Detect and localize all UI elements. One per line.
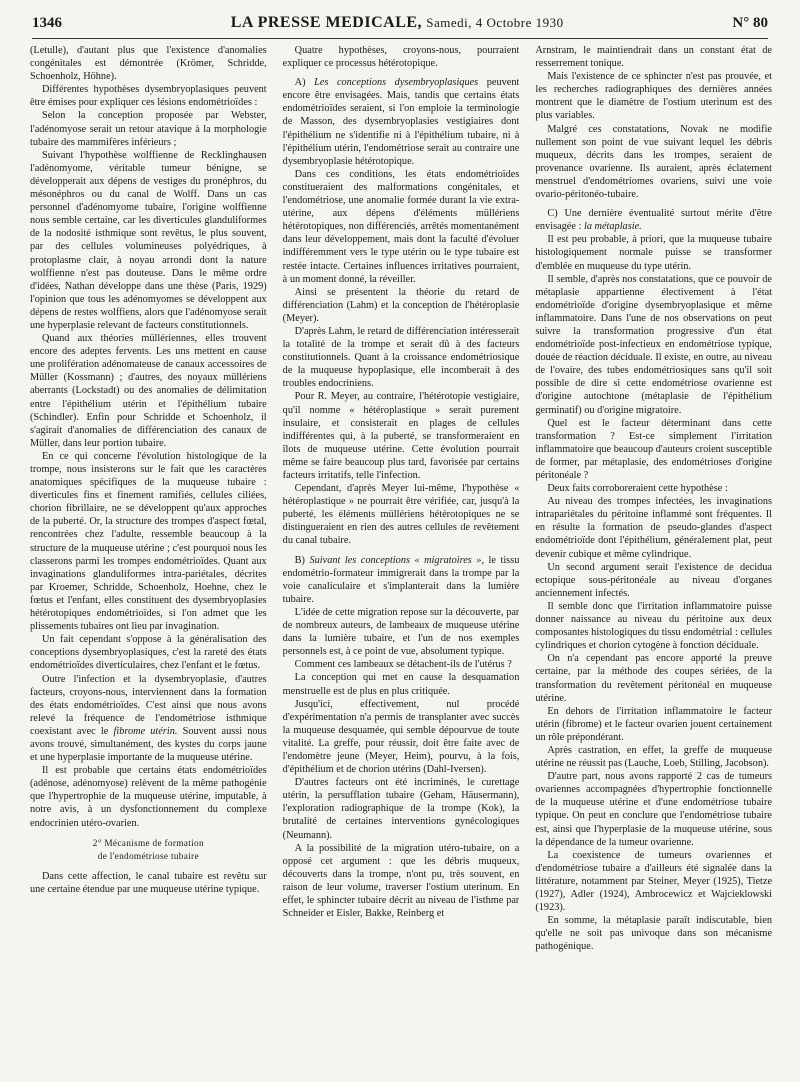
paragraph: [283, 554, 520, 606]
paragraph-text: peuvent encore être envisagées. Mais, tandis que certains états endométrioïdes seraient, si l'on emploie la terminologie de Masson, des dysembryoplasies vestigiaires dont l'épithélium ne s'identifie ni à l'épithélium tubaire, ni à l'épithélium utérin, l'endométriose serait au contraire une dysembryoplasie hétérotopique.: [282, 77, 520, 167]
paragraph: Pour R. Meyer, au contraire, l'hétérotopie vestigiaire, qu'il nomme « hétéroplastique » serait purement insulaire, et consisterait en plages de cellules indifférentes qui, à la puberté, se transformeraient en îlots de muqueuse utérine. Cette évolution pourrait même se faire beaucoup plus tard, favorisée par certains facteurs irritatifs, telle l'infection.: [282, 391, 520, 481]
paragraph-text: Outre l'infection et la dysembryoplasie, d'autres facteurs, croyons-nous, interviennent dans la formation des états endométrioïdes. C'est ainsi que nous avons relevé la fréquence de l'endométriose isthmique coexistant avec le: [30, 673, 267, 737]
paragraph: Différentes hypothèses dysembryoplasiques peuvent être émises pour expliquer ces lésions endométrioïdes :: [30, 84, 267, 109]
emphasis-text: fibrome utérin.: [113, 725, 178, 737]
paragraph: Il semble, d'après nos constatations, que ce pouvoir de métaplasie appartienne électivement à l'état endométrioïde d'origine dysembryoplasique et même inflammatoire. Dans l'une de nos observations on peut suivre la transformation progressive d'un état endométrioïde post-infectieux en endométriose typique, douée de réaction déciduale. Il existe, en outre, au niveau de l'ovaire, des tubes endométriosiques sans qu'il soit possible de dire si cette endométriose ovarienne est d'origine autochtone (métaplasie de l'épithélium germinatif) ou d'origine migratoire.: [535, 273, 773, 416]
paragraph: Arnstram, le maintiendrait dans un constant état de resserrement tonique.: [535, 45, 773, 70]
paragraph: Quand aux théories müllériennes, elles trouvent encore des adeptes fervents. Les uns mettent en cause une prolifération adénomateuse de canaux accessoires de Müller (Kossmann) ; d'autres, des noyaux müllériens aberrants (Lockstadt) ou des anomalies de délimitation entre l'épithélium utérin et l'épithélium tubaire (Schindler). Enfin pour Schridde et Schoenholz, il s'agirait d'anomalies de différenciation des canaux de Müller, dans leur portion tubaire.: [30, 333, 267, 449]
column-2: [283, 44, 520, 1064]
issue-date: Samedi, 4 Octobre 1930: [426, 15, 564, 30]
paragraph: Un fait cependant s'oppose à la généralisation des conceptions dysembryoplasiques, c'est la rareté des états endométrioïdes diverticulaires, chez l'enfant et le fœtus.: [30, 634, 267, 672]
paragraph-text: le tissu endométrio-formateur immigrerait dans la trompe par la voie canaliculaire et s'implanterait dans la lumière tubaire.: [282, 554, 520, 605]
paragraph-text: Souvent aussi nous avons trouvé, simultanément, des kystes du corps jaune et une hyperplasie importante de la muqueuse utérine.: [30, 725, 267, 764]
paragraph: Ainsi se présentent la théorie du retard de différenciation (Lahm) et la conception de l'hétéroplasie (Meyer).: [282, 286, 520, 324]
section-heading-line-1: 2° Mécanisme de formation: [92, 838, 204, 849]
paragraph: [283, 76, 520, 168]
paragraph: Il est probable que certains états endométrioïdes (adénose, adénomyose) relèvent de la même pathogénie que l'hypertrophie de la muqueuse utérine, imputable, à notre avis, à un dysfonctionnement du complexe endocrinien utéro-ovarien.: [30, 765, 267, 829]
column-1: [30, 44, 267, 1064]
article-columns: [30, 44, 772, 1064]
paragraph: Selon la conception proposée par Webster, l'adénomyose serait un retour atavique à la morphologie tubaire des mammifères inférieurs ;: [30, 110, 267, 148]
section-heading: [30, 838, 267, 864]
paragraph: Quel est le facteur déterminant dans cette transformation ? Est-ce simplement l'irritation inflammatoire que beaucoup d'auteurs croient susceptible de former, par métaplasie, des endométrioses d'origine péritonéale ?: [535, 417, 773, 481]
paragraph: En ce qui concerne l'évolution histologique de la trompe, nous insisterons sur le fait que les caractères anatomiques spécifiques de la muqueuse tubaire : diverticules fins et finement ramifiés, cellules ciliées, chorion fibrillaire, ne se développent qu'aux approches de la puberté. Or, la structure des trompes d'aspect fœtal, rencontrées chez l'adulte, ressemble beaucoup à la structure de la muqueuse utérine ; c'est pourquoi nous les classerons parmi les trompes endométrioïdes. Quant aux invaginations glanduliformes intra-pariétales, décrites par Kroemer, Schridde, Schoenholz, Hoehne, chez le fœtus et l'enfant, elles constituent des dysembryoplasies hétérotopiques endométrioïdes, si l'on admet que les plissements tubaires ont lieu par invagination.: [30, 450, 267, 633]
paragraph: D'autres facteurs ont été incriminés, le curettage utérin, la persufflation tubaire (Geham, Häusermann), l'exploration radiographique de la trompe (Kok), la brutalité de certaines interventions gynécologiques (Neumann).: [282, 777, 520, 841]
paragraph: Deux faits corroboreraient cette hypothèse :: [547, 483, 728, 495]
paragraph: (Letulle), d'autant plus que l'existence d'anomalies congénitales est démontrée (Krömer, Schridde, Schoenholz, Höhne).: [30, 45, 267, 83]
page-number: 1346: [32, 15, 62, 31]
emphasis-text: Suivant les conceptions « migratoires »,: [309, 554, 485, 566]
paragraph: La coexistence de tumeurs ovariennes et d'endométriose tubaire a d'ailleurs été signalée dans la littérature, notamment par Steiner, Meyer (1925), Tietze (1927), Adler (1924), Ambrocewicz et Wajcieklowski (1923).: [535, 849, 773, 914]
paragraph: On n'a cependant pas encore apporté la preuve certaine, par la méthode des coupes sériées, de la transformation du revêtement péritonéal en muqueuse utérine.: [535, 653, 773, 704]
paragraph: Malgré ces constatations, Novak ne modifie nullement son point de vue suivant lequel les débris muqueux, décrits dans les trompes, seraient de provenance ovarienne. Ils auraient, après éclatement menstruel d'endométriomes ovariens, suivi une voie ovario-péritonéo-tubaire.: [535, 123, 773, 201]
column-3: [535, 44, 772, 1064]
paragraph: Après castration, en effet, la greffe de muqueuse utérine ne réussit pas (Lauche, Loeb, Stilling, Jacobson).: [535, 744, 773, 770]
list-label: A): [294, 77, 306, 89]
paragraph: Cependant, d'après Meyer lui-même, l'hypothèse « hétéroplastique » ne pourrait être vérifiée, car, jusqu'à la puberté, les éléments müllériens hétérotopiques ne se distingueraient en rien des autres cellules de revêtement du canal tubaire.: [282, 483, 520, 547]
journal-masthead: [231, 14, 564, 32]
paragraph: Dans cette affection, le canal tubaire est revêtu sur une certaine étendue par une muqueuse utérine typique.: [30, 870, 267, 895]
paragraph: Il semble donc que l'irritation inflammatoire puisse donner naissance au niveau du péritoine aux deux composantes histologiques du tissu endométrial : cellules cylindriques et chorion cytogène à fonction déciduale.: [535, 600, 773, 652]
paragraph: Mais l'existence de ce sphincter n'est pas prouvée, et les recherches radiographiques des dernières années montrent que le diamètre de l'ostium uterinum est des plus variables.: [535, 71, 773, 122]
paragraph: Suivant l'hypothèse wolffienne de Recklinghausen l'adénomyome, véritable tumeur bénigne, se développerait aux dépens de vestiges du pronéphros, du mésonéphros ou du canal de Wolff. Dans un cas personnel d'adénomyome tubaire, l'origine wolffienne nous semble certaine, car les diverticules glanduliformes de la nodosité isthmique sont revêtus, le plus souvent, par des cellules volumineuses polyédriques, à protoplasme clair, à noyau arrondi dont la nature wolffienne n'est pas douteuse. Dans le même ordre d'idées, Nathan développe dans une thèse (Paris, 1929) l'opinion que tous les adénomyomes se développent aux dépens de restes wolffiens, alors que l'adénomyose serait une hyperplasie relevant de facteurs constitutionnels.: [30, 149, 267, 331]
paragraph: D'autre part, nous avons rapporté 2 cas de tumeurs ovariennes accompagnées d'hypertrophie fonctionnelle de la muqueuse utérine et d'une endométriose tubaire typique. On peut en conclure que l'endométriose tubaire est, ainsi que l'hyperplasie de la muqueuse utérine, sous la dépendance de la tumeur ovarienne.: [535, 771, 773, 848]
paragraph: La conception qui met en cause la desquamation menstruelle est de plus en plus critiquée.: [282, 672, 520, 697]
paragraph: [535, 207, 772, 233]
paragraph: Un second argument serait l'existence de decidua ectopique sous-péritonéale au niveau d'organes anciennement infectés.: [535, 561, 773, 599]
paragraph: L'idée de cette migration repose sur la découverte, par de nombreux auteurs, de lambeaux de muqueuse utérine dans la lumière tubaire, et l'un de nos exemples personnels est, à ce point de vue, absolument typique.: [282, 606, 520, 658]
issue-number: N° 80: [732, 15, 768, 31]
paragraph: En somme, la métaplasie paraît indiscutable, bien qu'elle ne soit pas univoque dans son mécanisme pathogénique.: [535, 915, 773, 953]
paragraph: Comment ces lambeaux se détachent-ils de l'utérus ?: [294, 659, 512, 671]
list-label: B): [294, 554, 305, 566]
paragraph: Au niveau des trompes infectées, les invaginations intrapariétales du péritoine inflammé sont fréquentes. Il en résulte la formation de pseudo-glandes d'aspect endométrioïde dont l'épithélium, généralement plat, peut devenir cubique et même cylindrique.: [535, 496, 773, 560]
paragraph: Dans ces conditions, les états endométrioïdes constitueraient des malformations congénitales, et l'endométriose, une anomalie formée durant la vie extra-utérine, aux dépens d'éléments müllériens hétérotopiques, non différenciés, arrêtés momentanément dans leur développement, mais dont la faculté d'évoluer indifféremment vers le type utérin ou le type tubaire est restée intacte. Certaines influences irritatives pourraient, à un moment donné, la réveiller.: [282, 168, 520, 285]
section-heading-line-2: de l'endométriose tubaire: [97, 851, 199, 862]
emphasis-text: Les conceptions dysembryoplasiques: [314, 77, 479, 89]
journal-title: LA PRESSE MEDICALE,: [230, 14, 423, 31]
paragraph-text: C) Une dernière éventualité surtout mérite d'être envisagée :: [535, 208, 773, 233]
paragraph: D'après Lahm, le retard de différenciation intéresserait la totalité de la trompe et serait dû à des facteurs constitutionnels. Quant à la croissance endométriosique de la muqueuse hypoplasique, elle incomberait à des troubles endocriniens.: [282, 325, 520, 390]
paragraph: A la possibilité de la migration utéro-tubaire, on a opposé cet argument : que les débris muqueux, découverts dans la trompe, n'ont pu, très souvent, en raison de leur volume, traverser l'ostium uterinum. En effet, le sphincter tubaire décrit au niveau de l'isthme par Schneider et Eisler, Bakke, Reinberg et: [282, 842, 520, 920]
paragraph: Il est peu probable, à priori, que la muqueuse tubaire histologiquement normale puisse se transformer d'emblée en muqueuse du type utérin.: [535, 234, 773, 272]
paragraph: Jusqu'ici, effectivement, nul procédé d'expérimentation n'a permis de transplanter avec succès la muqueuse desquamée, qui semble dépourvue de toute vitalité. La greffe, pour réussir, doit être faite avec de l'endomètre jeune (Meyer, Heim), pourvu, à la fois, d'épithélium et de chorion utérins (Dahl-Iversen).: [282, 698, 520, 776]
paragraph: En dehors de l'irritation inflammatoire le facteur utérin (fibrome) et le facteur ovarien jouent certainement un rôle prépondérant.: [535, 705, 773, 743]
page-header: [32, 14, 768, 39]
emphasis-text: la métaplasie.: [583, 221, 642, 233]
paragraph: Quatre hypothèses, croyons-nous, pourraient expliquer ce processus hétérotopique.: [282, 45, 520, 70]
paragraph: [30, 673, 267, 765]
